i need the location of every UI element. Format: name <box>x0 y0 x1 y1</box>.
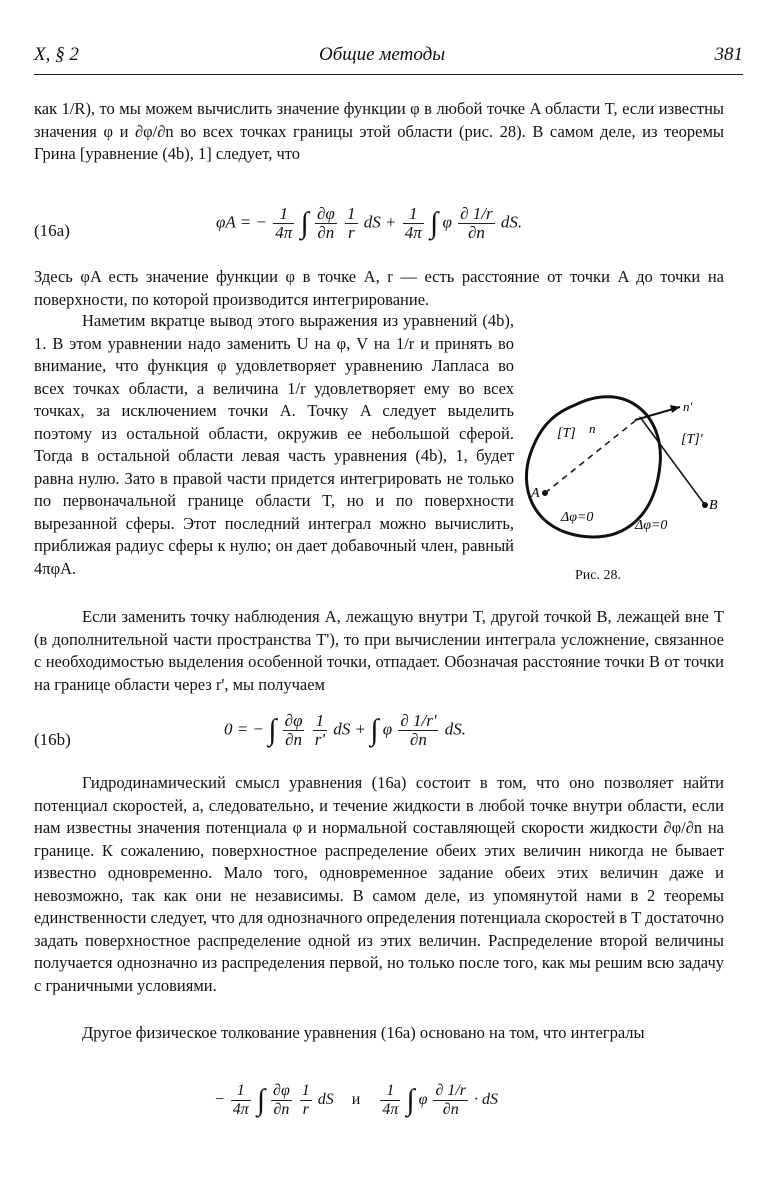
paragraph-1: как 1/R), то мы можем вычислить значение функции φ в любой точке A области T, если известны значения φ и ∂φ/∂n во всех точках границы этой области (рис. 28). В самом деле, из теоремы Грина [уравнение (4b), 1] следует, что <box>34 99 724 163</box>
integral-sign: ∫ <box>406 1083 415 1117</box>
eq-lhs: φA = − <box>216 212 267 232</box>
paragraph-2: Здесь φA есть значение функции φ в точке A, r — есть расстояние от точки A до точки на поверхности, по которой производится интегрирование. <box>34 267 724 309</box>
equation-label: (16b) <box>34 730 71 749</box>
header-rule <box>34 74 743 75</box>
paragraph-3: Наметим вкратце вывод этого выражения из уравнений (4b), 1. В этом уравнении надо заменить U на φ, V на 1/r и принять во внимание, что функция φ удовлетворяет уравнению Лапласа во всех точках области, а величина 1/r удовлетворяет ему во всех точках, за исключением точки A. Точку A следует выделить поэтому из остальной области, окружив ее небольшой сферой. Тогда в остальной области левая часть уравнения (4b), 1, будет равна нулю. Зато в правой части придется интегрировать не только по первоначальной границе области T, но и по поверхности вырезанной сферы. Этот последний интеграл можно вычислить, приближая радиус сферы к нулю; он дает добавочный член, равный 4πφA. <box>34 311 514 578</box>
frac-den: 4π <box>232 1101 249 1118</box>
section-ref: X, § 2 <box>34 44 79 65</box>
fraction <box>231 1082 251 1119</box>
frac-num: 1 <box>301 1082 310 1099</box>
figure-diagram <box>515 385 745 570</box>
paragraph-5: Гидродинамический смысл уравнения (16a) состоит в том, что оно позволяет найти потенциал скоростей, а, следовательно, и течение жидкости в любой точке внутри области, если нам известны значения потенциала φ и нормальной составляющей скорости жидкости ∂φ/∂n на границе. К сожалению, поверхностное распределение обеих этих величин никогда не бывает известно одновременно. Мало того, одновременное задание обеих этих величин даже и невозможно, так как они не независимы. В самом деле, из упомянутой нами в 2 теоремы единственности следует, что для однозначного определения потенциала скоростей в T достаточно задать поверхностное распределение одной из этих величин. Распределение второй величины получается однозначно из распределения первой, но только после того, как мы решим всю задачу с граничными условиями. <box>34 773 724 995</box>
page-number: 381 <box>714 44 743 65</box>
fraction <box>433 1082 468 1119</box>
fraction <box>345 205 358 242</box>
frac-den: 4π <box>382 1101 399 1118</box>
integral-sign: ∫ <box>300 206 309 240</box>
frac-den: ∂n <box>409 730 427 749</box>
frac-num: ∂φ <box>273 1082 290 1099</box>
frac-den: r <box>347 223 355 242</box>
frac-num: 1 <box>313 712 327 731</box>
fraction <box>283 712 305 749</box>
fraction <box>315 205 337 242</box>
paragraph-6: Другое физическое толкование уравнения (16a) основано на том, что интегралы <box>82 1023 645 1042</box>
label-n-prime: n' <box>683 399 693 414</box>
eq-term: dS <box>317 1091 334 1109</box>
eq-term: φ <box>442 212 452 232</box>
eq-term: dS. <box>444 719 466 739</box>
frac-den: ∂n <box>467 223 485 242</box>
frac-num: 1 <box>231 1082 251 1101</box>
fraction <box>380 1082 400 1119</box>
conjunction: и <box>351 1091 361 1109</box>
frac-num: ∂φ <box>316 204 335 223</box>
frac-den: r <box>302 1101 309 1118</box>
integral-sign: ∫ <box>370 713 379 747</box>
integral-sign: ∫ <box>430 206 439 240</box>
eq-term: · dS <box>474 1091 499 1109</box>
frac-den: ∂n <box>273 1101 290 1118</box>
frac-den: r' <box>314 730 325 749</box>
frac-den: ∂n <box>285 730 303 749</box>
figure-caption: Рис. 28. <box>575 568 621 583</box>
eq-term: dS + <box>363 212 397 232</box>
label-T: [T] <box>557 426 576 441</box>
fraction <box>271 1082 292 1119</box>
fraction <box>458 205 495 242</box>
equation-integrals <box>34 1082 734 1142</box>
label-T-prime: [T]' <box>681 432 703 447</box>
eq-term: dS + <box>333 719 366 739</box>
eq-lhs: 0 = − <box>224 719 264 739</box>
frac-num: ∂ 1/r <box>460 204 493 223</box>
frac-den: 4π <box>404 223 422 242</box>
frac-num: ∂φ <box>284 711 303 730</box>
fraction <box>300 1082 312 1119</box>
integral-sign: ∫ <box>268 713 277 747</box>
fraction <box>398 712 438 749</box>
frac-den: 4π <box>275 223 293 242</box>
frac-den: ∂n <box>317 223 335 242</box>
laplace-inside: Δφ=0 <box>561 510 594 525</box>
fraction <box>403 205 424 242</box>
frac-num: 1 <box>347 204 356 223</box>
frac-den: ∂n <box>442 1101 459 1118</box>
header-title: Общие методы <box>319 44 446 65</box>
laplace-outside: Δφ=0 <box>635 518 668 533</box>
equation-label: (16a) <box>34 221 70 240</box>
integral-sign: ∫ <box>256 1083 266 1117</box>
frac-num: ∂ 1/r' <box>400 711 437 730</box>
frac-num: ∂ 1/r <box>435 1082 467 1099</box>
fraction <box>273 205 294 242</box>
equation-16b <box>34 712 734 772</box>
label-B: B <box>709 498 718 513</box>
frac-num: 1 <box>403 205 424 224</box>
label-A: A <box>531 486 540 501</box>
frac-num: 1 <box>273 205 294 224</box>
frac-num: 1 <box>380 1082 400 1101</box>
fraction <box>313 712 327 749</box>
eq-term: dS. <box>500 212 523 232</box>
eq-term: φ <box>382 719 393 739</box>
figure-28 <box>515 385 745 585</box>
eq-term: φ <box>418 1091 428 1109</box>
eq-term: − <box>214 1091 225 1109</box>
label-n: n <box>589 421 596 436</box>
equation-16a <box>34 205 734 265</box>
paragraph-4: Если заменить точку наблюдения A, лежащую внутри T, другой точкой B, лежащей вне T (в дополнительной части пространства T'), то при вычислении интеграла усложнение, связанное с необходимостью выделения особенной точки, отпадает. Обозначая расстояние точки B от точки на границе области через r', мы получаем <box>34 607 724 694</box>
running-header <box>34 44 743 72</box>
